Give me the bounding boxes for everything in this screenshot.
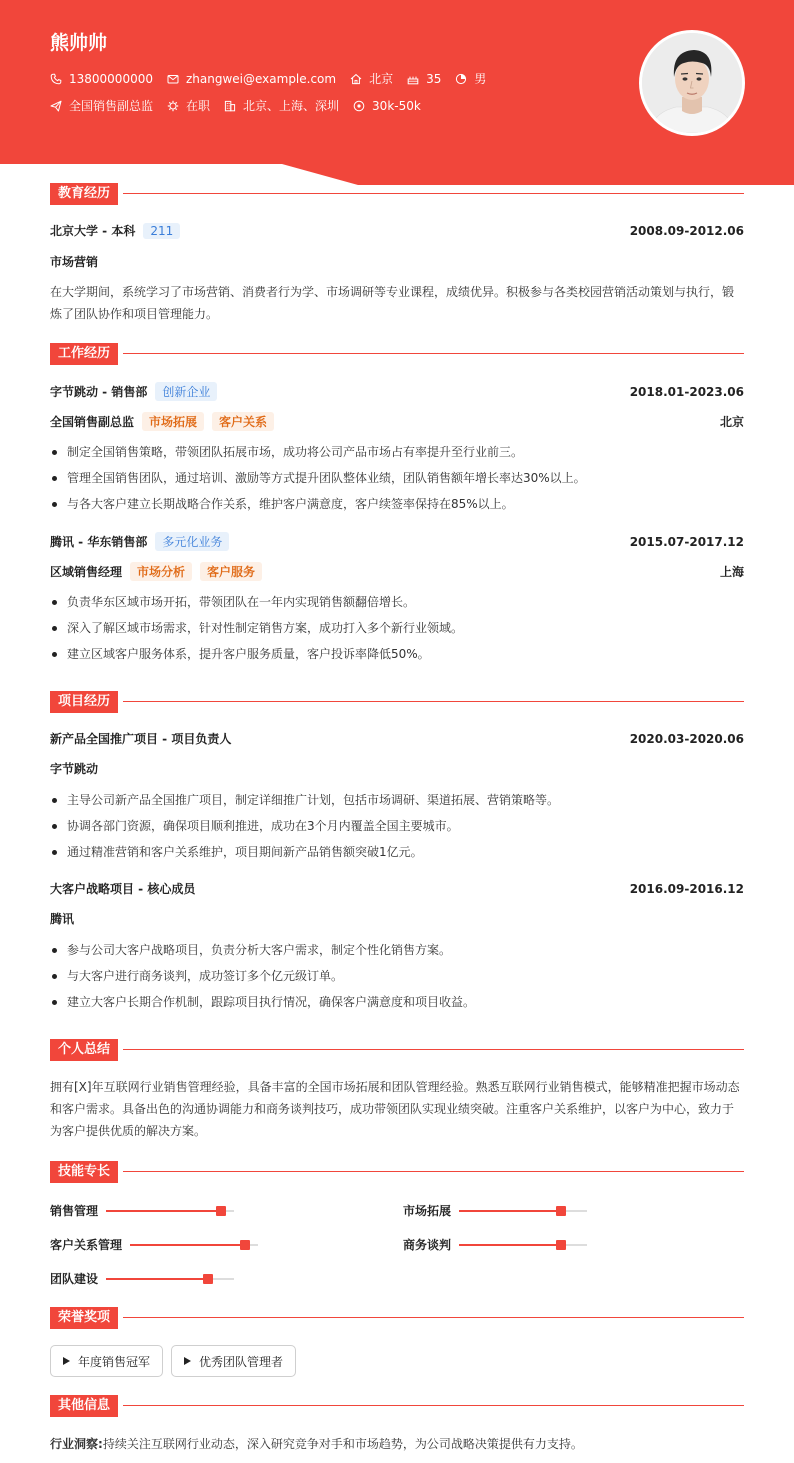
list-item: 与大客户进行商务谈判，成功签订多个亿元级订单。	[50, 963, 744, 989]
city-item	[350, 70, 393, 87]
work-title-line	[50, 562, 262, 581]
skill-name: 销售管理	[50, 1204, 99, 1218]
summary-text: 拥有[X]年互联网行业销售管理经验，具备丰富的全国市场拓展和团队管理经验。熟悉互联网行业销售模式，能够精准把握市场动态和客户需求。具备出色的沟通协调能力和商务谈判技巧，成功带领团队实现业绩突破。注重客户关系维护，以客户为中心，致力于为客户提供优质的解决方案。	[50, 1080, 740, 1138]
phone-item	[50, 72, 153, 86]
age-icon	[407, 73, 419, 85]
work-title-row	[50, 562, 744, 581]
section-other	[50, 1395, 744, 1417]
section-title: 其他信息	[50, 1395, 118, 1417]
email-address: zhangwei@example.com	[185, 71, 337, 86]
work-company-row	[50, 382, 744, 401]
section-divider	[123, 1049, 744, 1050]
education-major-row	[50, 253, 744, 270]
skill-item	[50, 1202, 234, 1219]
skill-bar-fill	[106, 1210, 221, 1212]
phone-icon	[50, 73, 62, 85]
skill-bar	[459, 1210, 587, 1212]
work-company-line	[50, 532, 229, 551]
job-title: 区域销售经理	[50, 565, 123, 579]
gender-icon	[455, 73, 467, 85]
job-tag: 市场分析	[130, 562, 192, 581]
job-intent-row	[50, 97, 435, 114]
other-info-label: 行业洞察:	[50, 1437, 103, 1451]
skill-bar-fill	[130, 1244, 245, 1246]
project-bullets	[50, 937, 744, 1015]
company-name: 腾讯 - 华东销售部	[50, 535, 148, 549]
job-tag: 客户关系	[212, 412, 274, 431]
skill-item	[50, 1270, 234, 1287]
status-value: 在职	[186, 99, 211, 113]
status-icon	[167, 100, 179, 112]
section-summary	[50, 1039, 744, 1061]
school-tag: 211	[143, 223, 180, 239]
skill-item	[50, 1236, 258, 1253]
target-cities-value: 北京、上海、深圳	[243, 99, 340, 113]
skill-name: 客户关系管理	[50, 1238, 123, 1252]
job-title: 全国销售副总监	[50, 415, 135, 429]
skill-bar-knob	[556, 1206, 566, 1216]
list-item: 负责华东区域市场开拓，带领团队在一年内实现销售额翻倍增长。	[50, 589, 744, 615]
list-item: 建立区域客户服务体系，提升客户服务质量，客户投诉率降低50%。	[50, 641, 744, 667]
project-org: 字节跳动	[50, 762, 99, 776]
company-tag: 创新企业	[155, 382, 217, 401]
skill-bar	[130, 1244, 258, 1246]
education-description: 在大学期间，系统学习了市场营销、消费者行为学、市场调研等专业课程，成绩优异。积极参与各类校园营销活动策划与执行，锻炼了团队协作和项目管理能力。	[50, 285, 735, 321]
section-divider	[123, 1405, 744, 1406]
position-value: 全国销售副总监	[69, 99, 154, 113]
portrait-image	[642, 33, 742, 133]
age-value: 35	[426, 71, 442, 86]
skill-name: 商务谈判	[403, 1238, 452, 1252]
other-info-text: 持续关注互联网行业动态，深入研究竞争对手和市场趋势，为公司战略决策提供有力支持。	[102, 1437, 583, 1451]
section-title: 荣誉奖项	[50, 1307, 118, 1329]
skill-name: 市场拓展	[403, 1204, 452, 1218]
email-item	[167, 72, 336, 86]
project-org: 腾讯	[50, 912, 75, 926]
education-header	[50, 222, 744, 239]
award-badge	[50, 1345, 163, 1377]
section-divider	[123, 701, 744, 702]
section-work	[50, 343, 744, 365]
skill-bar-fill	[459, 1210, 561, 1212]
skill-name: 团队建设	[50, 1272, 99, 1286]
salary-value: 30k-50k	[372, 98, 421, 113]
list-item: 与各大客户建立长期战略合作关系，维护客户满意度，客户续签率保持在85%以上。	[50, 491, 744, 517]
avatar-photo	[642, 33, 742, 133]
project-name: 新产品全国推广项目 - 项目负责人	[50, 732, 232, 746]
age-item	[407, 72, 441, 86]
send-icon	[50, 100, 62, 112]
skill-bar-fill	[459, 1244, 561, 1246]
section-divider	[123, 1171, 744, 1172]
gender-value: 男	[474, 72, 487, 86]
company-name: 字节跳动 - 销售部	[50, 385, 148, 399]
work-location: 上海	[719, 565, 744, 579]
award-label: 优秀团队管理者	[199, 1354, 284, 1369]
skill-bar-knob	[556, 1240, 566, 1250]
project-header	[50, 880, 744, 897]
section-education	[50, 183, 744, 205]
other-info	[50, 1433, 744, 1455]
education-major: 市场营销	[50, 255, 99, 269]
candidate-name: 熊帅帅	[50, 32, 108, 54]
section-divider	[123, 353, 744, 354]
section-title: 个人总结	[50, 1039, 118, 1061]
work-date: 2015.07-2017.12	[629, 534, 744, 549]
project-org-row	[50, 760, 744, 777]
work-title-line	[50, 412, 274, 431]
avatar	[639, 30, 745, 136]
list-item: 制定全国销售策略，带领团队拓展市场，成功将公司产品市场占有率提升至行业前三。	[50, 439, 744, 465]
salary-icon	[353, 100, 365, 112]
position-item	[50, 97, 153, 114]
education-school-line	[50, 222, 180, 239]
job-tag: 客户服务	[200, 562, 262, 581]
school-name: 北京大学 - 本科	[50, 224, 136, 238]
project-date: 2016.09-2016.12	[629, 881, 744, 896]
work-bullets	[50, 589, 744, 667]
award-label: 年度销售冠军	[78, 1354, 151, 1369]
phone-number: 13800000000	[69, 71, 153, 86]
project-org-row	[50, 910, 744, 927]
skill-bar	[459, 1244, 587, 1246]
target-city-item	[224, 97, 339, 114]
skill-bar-fill	[106, 1278, 208, 1280]
job-tag: 市场拓展	[142, 412, 204, 431]
project-header	[50, 730, 744, 747]
work-bullets	[50, 439, 744, 517]
award-badge	[171, 1345, 296, 1377]
building-icon	[224, 100, 236, 112]
work-company-row	[50, 532, 744, 551]
list-item: 参与公司大客户战略项目，负责分析大客户需求，制定个性化销售方案。	[50, 937, 744, 963]
section-skills	[50, 1161, 744, 1183]
project-date: 2020.03-2020.06	[629, 731, 744, 746]
mail-icon	[167, 73, 179, 85]
section-awards	[50, 1307, 744, 1329]
resume-header	[0, 0, 794, 185]
work-company-line	[50, 382, 217, 401]
section-title: 工作经历	[50, 343, 118, 365]
work-date: 2018.01-2023.06	[629, 384, 744, 399]
education-date: 2008.09-2012.06	[629, 223, 744, 238]
section-divider	[123, 193, 744, 194]
list-item: 主导公司新产品全国推广项目，制定详细推广计划，包括市场调研、渠道拓展、营销策略等。	[50, 787, 744, 813]
section-title: 技能专长	[50, 1161, 118, 1183]
list-item: 管理全国销售团队，通过培训、激励等方式提升团队整体业绩，团队销售额年增长率达30%以上。	[50, 465, 744, 491]
city-value: 北京	[369, 72, 394, 86]
section-title: 项目经历	[50, 691, 118, 713]
home-icon	[350, 73, 362, 85]
contact-row	[50, 70, 500, 87]
project-name: 大客户战略项目 - 核心成员	[50, 882, 196, 896]
section-divider	[123, 1317, 744, 1318]
work-location: 北京	[719, 415, 744, 429]
gender-item	[455, 70, 486, 87]
skill-bar	[106, 1210, 234, 1212]
list-item: 建立大客户长期合作机制，跟踪项目执行情况，确保客户满意度和项目收益。	[50, 989, 744, 1015]
list-item: 协调各部门资源，确保项目顺利推进，成功在3个月内覆盖全国主要城市。	[50, 813, 744, 839]
section-projects	[50, 691, 744, 713]
play-icon	[184, 1357, 191, 1365]
skill-bar-knob	[216, 1206, 226, 1216]
company-tag: 多元化业务	[155, 532, 229, 551]
list-item: 深入了解区域市场需求，针对性制定销售方案，成功打入多个新行业领域。	[50, 615, 744, 641]
play-icon	[63, 1357, 70, 1365]
skill-item	[403, 1236, 587, 1253]
project-bullets	[50, 787, 744, 865]
skill-bar	[106, 1278, 234, 1280]
list-item: 通过精准营销和客户关系维护，项目期间新产品销售额突破1亿元。	[50, 839, 744, 865]
work-title-row	[50, 412, 744, 431]
salary-item	[353, 99, 421, 113]
status-item	[167, 97, 210, 114]
skill-bar-knob	[203, 1274, 213, 1284]
skill-bar-knob	[240, 1240, 250, 1250]
section-title: 教育经历	[50, 183, 118, 205]
skill-item	[403, 1202, 587, 1219]
